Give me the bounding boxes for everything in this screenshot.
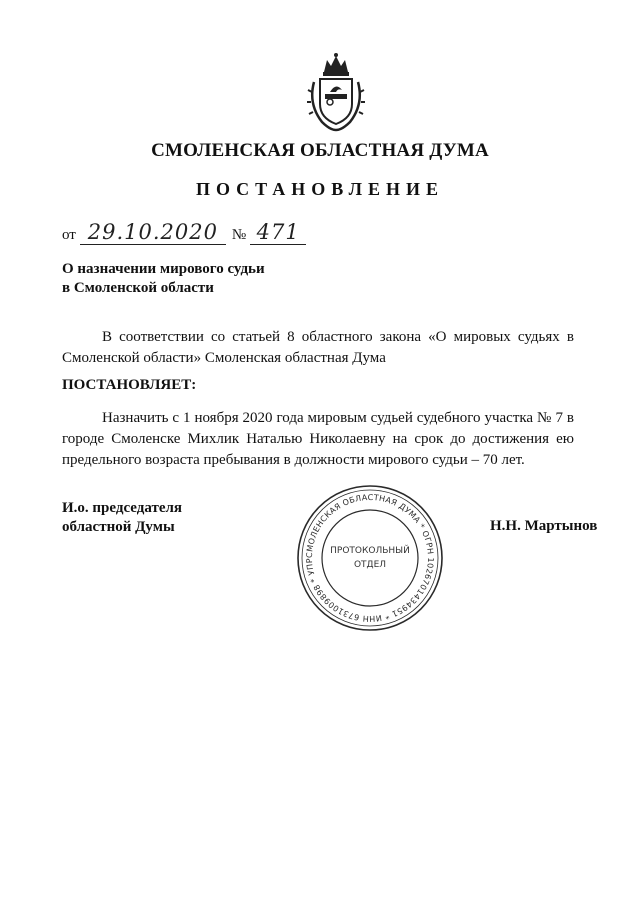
date-number-line <box>62 220 306 245</box>
document-type-title: ПОСТАНОВЛЕНИЕ <box>195 179 445 199</box>
preamble-paragraph: В соответствии со статьей 8 областного закона «О мировых судьях в Смоленской области» Смоленская областная Дума <box>62 329 574 366</box>
coat-of-arms-emblem <box>300 52 372 134</box>
date-prefix: от <box>62 227 76 243</box>
date-underline <box>80 220 226 245</box>
stamp-center-text <box>295 483 445 633</box>
decree-word: ПОСТАНОВЛЯЕТ: <box>62 377 197 393</box>
handwritten-number: 471 <box>256 220 300 244</box>
organization-title: СМОЛЕНСКАЯ ОБЛАСТНАЯ ДУМА <box>151 140 489 161</box>
number-prefix: № <box>231 227 247 243</box>
number-underline <box>250 220 306 245</box>
decision-paragraph: Назначить с 1 ноября 2020 года мировым судьей судебного участка № 7 в городе Смоленске Михлик Наталью Николаевну на срок до достижения ею предельного возраста пребывания в должности мирового судьи – 70 лет. <box>62 410 574 468</box>
subject-line-1: О назначении мирового судьи <box>62 261 265 277</box>
document-subject <box>62 260 265 298</box>
stamp-center-line-2: ОТДЕЛ <box>353 560 387 570</box>
handwritten-date: 29.10.2020 <box>87 220 218 244</box>
official-stamp <box>295 483 445 633</box>
smolensk-coat-of-arms-icon <box>300 52 372 134</box>
signatory-title <box>62 499 182 537</box>
signatory-title-line-2: областной Думы <box>62 519 175 535</box>
stamp-center-line-1: ПРОТОКОЛЬНЫЙ <box>330 546 410 556</box>
signatory-title-line-1: И.о. председателя <box>62 500 183 516</box>
signatory-name: Н.Н. Мартынов <box>490 518 598 534</box>
subject-line-2: в Смоленской области <box>62 280 214 296</box>
stamp-ring-text: СМОЛЕНСКАЯ ОБЛАСТНАЯ ДУМА * ОГРН 1026701434951 * ИНН 6731009898 * УПР <box>304 492 436 624</box>
